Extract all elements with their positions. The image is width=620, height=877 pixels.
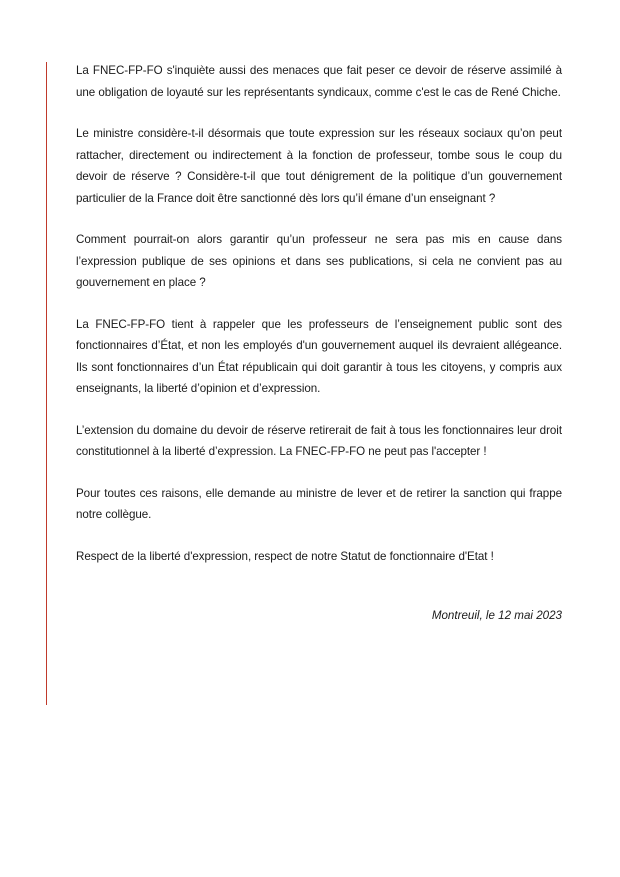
paragraph-civil-servants: La FNEC-FP-FO tient à rappeler que les professeurs de l’enseignement public sont des fonctionnaires d’État, et non les employés d'un gouvernement auquel ils devraient allégeance. Ils sont fonctionnaires d’un État républicain qui doit garantir à tous les citoyens, y compris aux enseignants, la liberté d’opinion et d’expression. <box>76 317 562 395</box>
signature-place-date: Montreuil, le 12 mai 2023 <box>431 609 562 622</box>
paragraph-demand: Pour toutes ces raisons, elle demande au ministre de lever et de retirer la sanction qui frappe notre collègue. <box>76 486 562 521</box>
paragraph-guarantee-question: Comment pourrait-on alors garantir qu’un professeur ne sera pas mis en cause dans l’expression publique de ses opinions et dans ses publications, si cela ne convient pas au gouvernement en place ? <box>76 233 562 289</box>
margin-rule <box>46 62 47 705</box>
paragraph-loyalty-concern: La FNEC-FP-FO s'inquiète aussi des menaces que fait peser ce devoir de réserve assimilé à une obligation de loyauté sur les représentants syndicaux, comme c'est le cas de René Chiche. <box>76 64 562 99</box>
paragraph-respect: Respect de la liberté d'expression, respect de notre Statut de fonctionnaire d'Etat ! <box>76 549 494 563</box>
paragraph-minister-question: Le ministre considère-t-il désormais que toute expression sur les réseaux sociaux qu’on peut rattacher, directement ou indirectement à la fonction de professeur, tombe sous le coup du devoir de réserve ? Considère-t-il que tout dénigrement de la politique d’un gouvernement particulier de la France doit être sanctionné dès lors qu’il émane d’un enseignant ? <box>76 127 562 205</box>
paragraph-extension: L’extension du domaine du devoir de réserve retirerait de fait à tous les fonctionnaires leur droit constitutionnel à la liberté d’expression. La FNEC-FP-FO ne peut pas l'accepter ! <box>76 423 562 458</box>
document-body <box>76 60 562 638</box>
